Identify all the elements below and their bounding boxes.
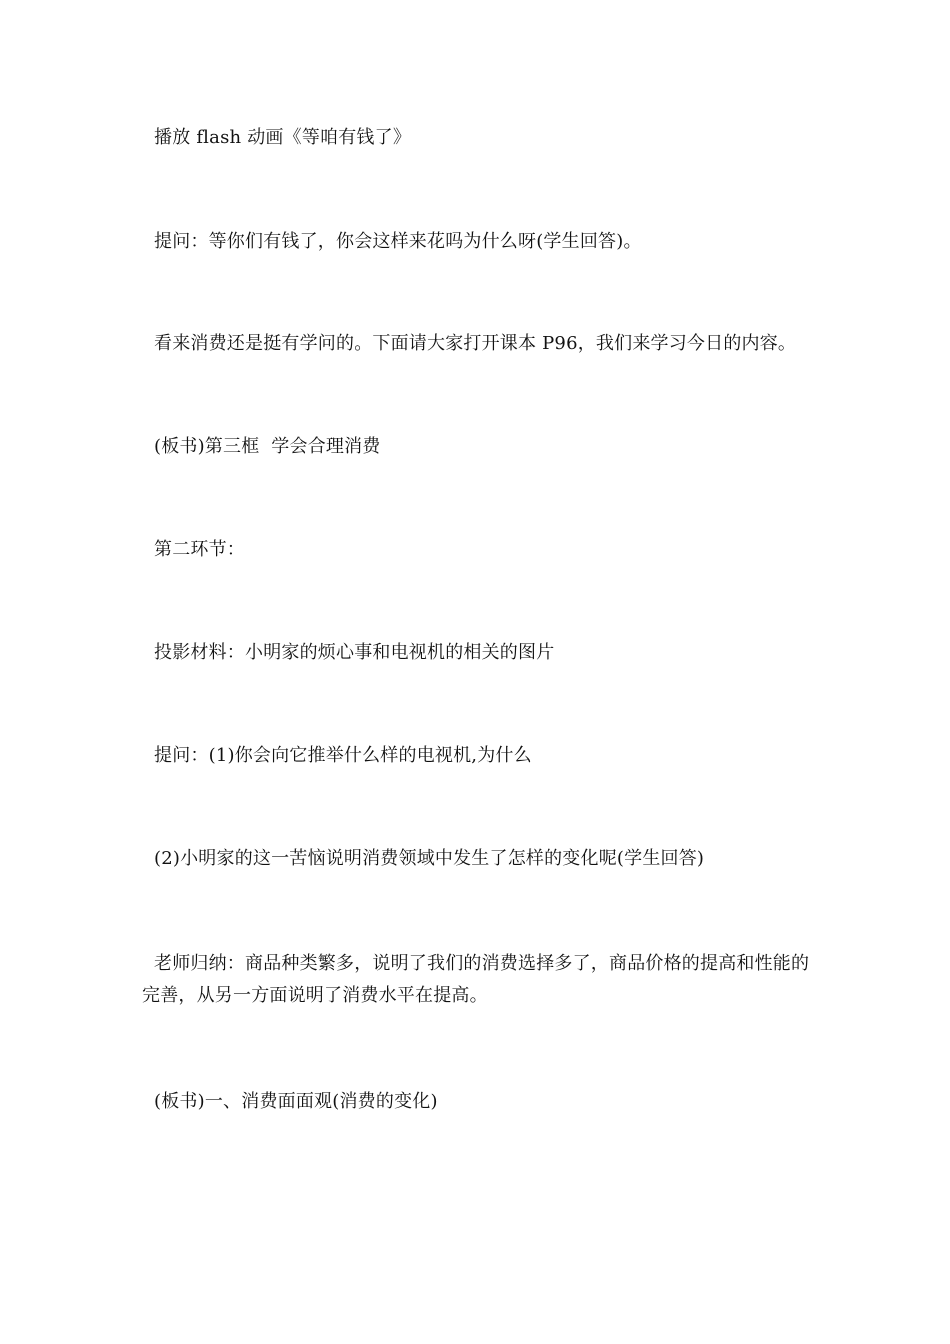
paragraph-teacher-summary: 老师归纳：商品种类繁多，说明了我们的消费选择多了，商品价格的提高和性能的完善，从另一方面说明了消费水平在提高。 xyxy=(142,953,810,1006)
paragraph-question-money: 提问：等你们有钱了，你会这样来花吗为什么呀(学生回答)。 xyxy=(154,231,642,252)
paragraph-board-consumption-overview: (板书)一、消费面面观(消费的变化) xyxy=(154,1091,438,1112)
paragraph-question-tv: 提问：(1)你会向它推举什么样的电视机,为什么 xyxy=(154,745,532,766)
paragraph-board-frame-three: (板书)第三框 学会合理消费 xyxy=(154,436,381,457)
paragraph-open-textbook: 看来消费还是挺有学问的。下面请大家打开课本 P96，我们来学习今日的内容。 xyxy=(154,333,797,354)
paragraph-question-change: (2)小明家的这一苦恼说明消费领域中发生了怎样的变化呢(学生回答) xyxy=(154,848,705,869)
paragraph-flash-animation: 播放 flash 动画《等咱有钱了》 xyxy=(154,127,412,148)
paragraph-second-segment: 第二环节： xyxy=(154,539,245,560)
paragraph-projection-material: 投影材料：小明家的烦心事和电视机的相关的图片 xyxy=(154,642,555,663)
